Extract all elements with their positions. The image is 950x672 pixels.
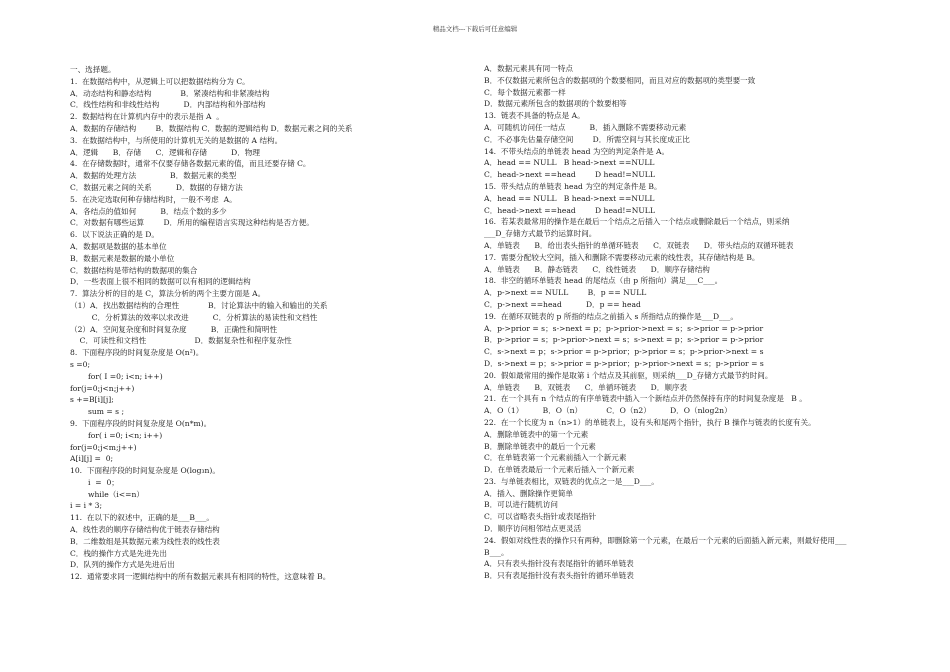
text-line: C．head->next ==head D head!=NULL <box>484 205 655 215</box>
text-line: for(j=0;j<m;j++) <box>70 442 137 452</box>
text-line: 21. 在一个具有 n 个结点的有序单链表中插入一个新结点并仍然保持有序的时间复杂度是 B 。 <box>484 394 807 404</box>
text-line: 24. 假如对线性表的操作只有两种，即删除第一个元素，在最后一个元素的后面插入新元素，则最好使用___ <box>484 535 847 545</box>
text-line: D．在单链表最后一个元素后插入一个新元素 <box>484 465 635 475</box>
text-line: for( I =0; i<n; i++) <box>88 371 163 381</box>
text-line: 17. 需要分配较大空间，插入和删除不需要移动元素的线性表，其存储结构是 B。 <box>484 252 760 262</box>
text-line: 1. 在数据结构中，从逻辑上可以把数据结构分为 C。 <box>70 76 250 86</box>
text-line: 6. 以下说法正确的是 D。 <box>70 230 159 240</box>
text-line: A．数据元素具有同一特点 <box>484 64 574 73</box>
text-line: C．s->next = p；s->prior = p->prior；p->prior = s；p->prior->next = s <box>484 347 764 357</box>
text-line: A．各结点的值如何 B．结点个数的多少 <box>70 206 227 216</box>
text-line: B___。 <box>484 547 509 557</box>
text-line: B．不仅数据元素所包含的数据项的个数要相同，而且对应的数据项的类型要一致 <box>484 75 756 85</box>
text-line: B．只有表尾指针没有表头指针的循环单链表 <box>484 571 634 581</box>
text-line: C．不必事先估量存储空间 D．所需空间与其长度成正比 <box>484 134 690 144</box>
text-line: B．二维数组是其数据元素为线性表的线性表 <box>70 536 220 546</box>
text-line: 20. 假如最常用的操作是取第 i 个结点及其前驱，则采纳___D_存储方式最节约时间。 <box>484 370 773 380</box>
text-line: 3. 在数据结构中，与所使用的计算机无关的是数据的 A 结构。 <box>70 135 283 145</box>
left-column <box>70 64 470 583</box>
text-line: B．p->prior = s；p->prior->next = s；s->next = p；s->prior = p->prior <box>484 335 764 345</box>
text-line: 22. 在一个长度为 n（n>1）的单链表上，设有头和尾两个指针，执行 B 操作与链表的长度有关。 <box>484 417 816 427</box>
text-line: ___D_存储方式最节约运算时间。 <box>484 229 597 239</box>
text-line: A．head == NULL B head->next ==NULL <box>484 193 655 203</box>
text-line: C．可读性和文档性 D．数据复杂性和程序复杂性 <box>70 336 292 346</box>
text-line: while（i<=n） <box>88 489 144 499</box>
text-line: 14. 不带头结点的单链表 head 为空的判定条件是 A。 <box>484 146 670 156</box>
text-line: C．数据元素之间的关系 D．数据的存储方法 <box>70 182 243 192</box>
text-line: 19. 在循环双链表的 p 所指的结点之前插入 s 所指结点的操作是___D___。 <box>484 311 739 321</box>
text-line: A．O（1） B．O（n） C．O（n2） D．O（nlog2n） <box>484 406 732 416</box>
text-line: 15. 带头结点的单链表 head 为空的判定条件是 B。 <box>484 181 662 191</box>
text-line: 9. 下面程序段的时间复杂度是 O(n*m)。 <box>70 418 212 428</box>
text-line: A．数据的处理方法 B．数据元素的类型 <box>70 171 237 181</box>
text-line: A．单链表 B．给出表头指针的单循环链表 C．双链表 D．带头结点的双循环链表 <box>484 240 794 250</box>
text-line: 23. 与单链表相比，双链表的优点之一是___D___。 <box>484 476 659 486</box>
text-line: B．删除单链表中的最后一个元素 <box>484 441 596 451</box>
text-line: C．线性结构和非线性结构 D．内部结构和外部结构 <box>70 100 266 110</box>
text-line: A．只有表头指针没有表尾指针的循环单链表 <box>484 559 634 569</box>
text-line: for( i =0; i<n; i++) <box>88 430 163 440</box>
text-line: D．数据元素所包含的数据项的个数要相等 <box>484 99 627 109</box>
text-line: A．p->prior = s；s->next = p；p->prior->next = s；s->prior = p->prior <box>484 323 764 333</box>
text-line: （1）A．找出数据结构的合理性 B．讨论算法中的输入和输出的关系 <box>70 300 328 310</box>
text-line: D．s->next = p；s->prior = p->prior；p->prior->next = s；p->prior = s <box>484 358 764 368</box>
text-line: C．可以省略表头指针或表尾指针 <box>484 512 597 522</box>
text-line: C．head->next ==head D head!=NULL <box>484 170 655 180</box>
right-column <box>484 63 914 582</box>
text-line: 一、选择题。 <box>70 65 116 74</box>
text-line: sum = s ; <box>88 407 125 417</box>
text-line: C．p->next ==head D．p == head <box>484 299 641 309</box>
text-line: A．单链表 B．双链表 C．单循环链表 D．顺序表 <box>484 382 688 392</box>
text-line: C．分析算法的效率以求改进 C．分析算法的易读性和文档性 <box>70 312 318 322</box>
text-line: A．单链表 B．静态链表 C．线性链表 D．顺序存储结构 <box>484 264 710 274</box>
text-line: C．栈的操作方式是先进先出 <box>70 548 167 558</box>
text-line: 2. 数据结构在计算机内存中的表示是指 A 。 <box>70 112 224 122</box>
text-line: 4. 在存储数据时，通常不仅要存储各数据元素的值，而且还要存储 C。 <box>70 159 311 169</box>
text-line: s +=B[i][j]; <box>70 395 114 405</box>
text-line: 16. 若某表最常用的操作是在最后一个结点之后插入一个结点或删除最后一个结点，则采纳 <box>484 217 790 227</box>
text-line: A．线性表的顺序存储结构优于链表存储结构 <box>70 525 220 535</box>
text-line: A．可随机访问任一结点 B．插入删除不需要移动元素 <box>484 122 687 132</box>
text-line: i = 0； <box>88 477 119 487</box>
text-line: A．逻辑 B．存储 C．逻辑和存储 D．物理 <box>70 147 260 157</box>
text-line: C．数据结构是带结构的数据项的集合 <box>70 265 198 275</box>
text-line: A．动态结构和静态结构 B．紧凑结构和非紧凑结构 <box>70 88 270 98</box>
text-line: A．p->next == NULL B．p == NULL <box>484 288 647 298</box>
page-header: 精品文档---下载后可任意编辑 <box>432 25 518 33</box>
text-line: 12. 通常要求同一逻辑结构中的所有数据元素具有相同的特性，这意味着 B。 <box>70 572 331 582</box>
text-line: 5. 在决定选取何种存储结构时，一般不考虑 A。 <box>70 194 237 204</box>
text-line: B．可以进行随机访问 <box>484 500 558 510</box>
text-line: A[i][j] = 0; <box>70 454 114 464</box>
text-line: A．删除单链表中的第一个元素 <box>484 429 589 439</box>
text-line: A．数据项是数据的基本单位 <box>70 241 167 251</box>
text-line: A．插入、删除操作更简单 <box>484 488 574 498</box>
text-line: （2）A．空间复杂度和时间复杂度 B．正确性和简明性 <box>70 324 278 334</box>
text-line: 18. 非空的循环单链表 head 的尾结点（由 p 所指向）满足___C___。 <box>484 276 723 286</box>
text-line: 13. 链表不具备的特点是 A。 <box>484 111 585 121</box>
text-line: C．每个数据元素都一样 <box>484 87 566 97</box>
text-line: A．数据的存储结构 B．数据结构 C．数据的逻辑结构 D．数据元素之间的关系 <box>70 123 353 133</box>
text-line: A．head == NULL B head->next ==NULL <box>484 158 655 168</box>
text-line: D．一些表面上很不相同的数据可以有相同的逻辑结构 <box>70 277 251 287</box>
text-line: 8. 下面程序段的时间复杂度是 O(n²)。 <box>70 348 204 358</box>
text-line: C．在单链表第一个元素前插入一个新元素 <box>484 453 627 463</box>
text-line: D．队列的操作方式是先进后出 <box>70 560 175 570</box>
text-line: 10. 下面程序段的时间复杂度是 O(log₃n)。 <box>70 466 220 476</box>
text-line: for(j=0;j<n;j++) <box>70 383 135 393</box>
text-line: D．顺序访问相邻结点更灵活 <box>484 524 582 534</box>
text-line: i = i * 3; <box>70 501 103 511</box>
text-line: 7. 算法分析的目的是 C，算法分析的两个主要方面是 A。 <box>70 289 266 299</box>
text-line: B．数据元素是数据的最小单位 <box>70 253 175 263</box>
text-line: C．对数据有哪些运算 D．所用的编程语言实现这种结构是否方便。 <box>70 218 314 228</box>
text-line: s =0; <box>70 359 91 369</box>
text-line: 11. 在以下的叙述中，正确的是___B___。 <box>70 513 214 523</box>
